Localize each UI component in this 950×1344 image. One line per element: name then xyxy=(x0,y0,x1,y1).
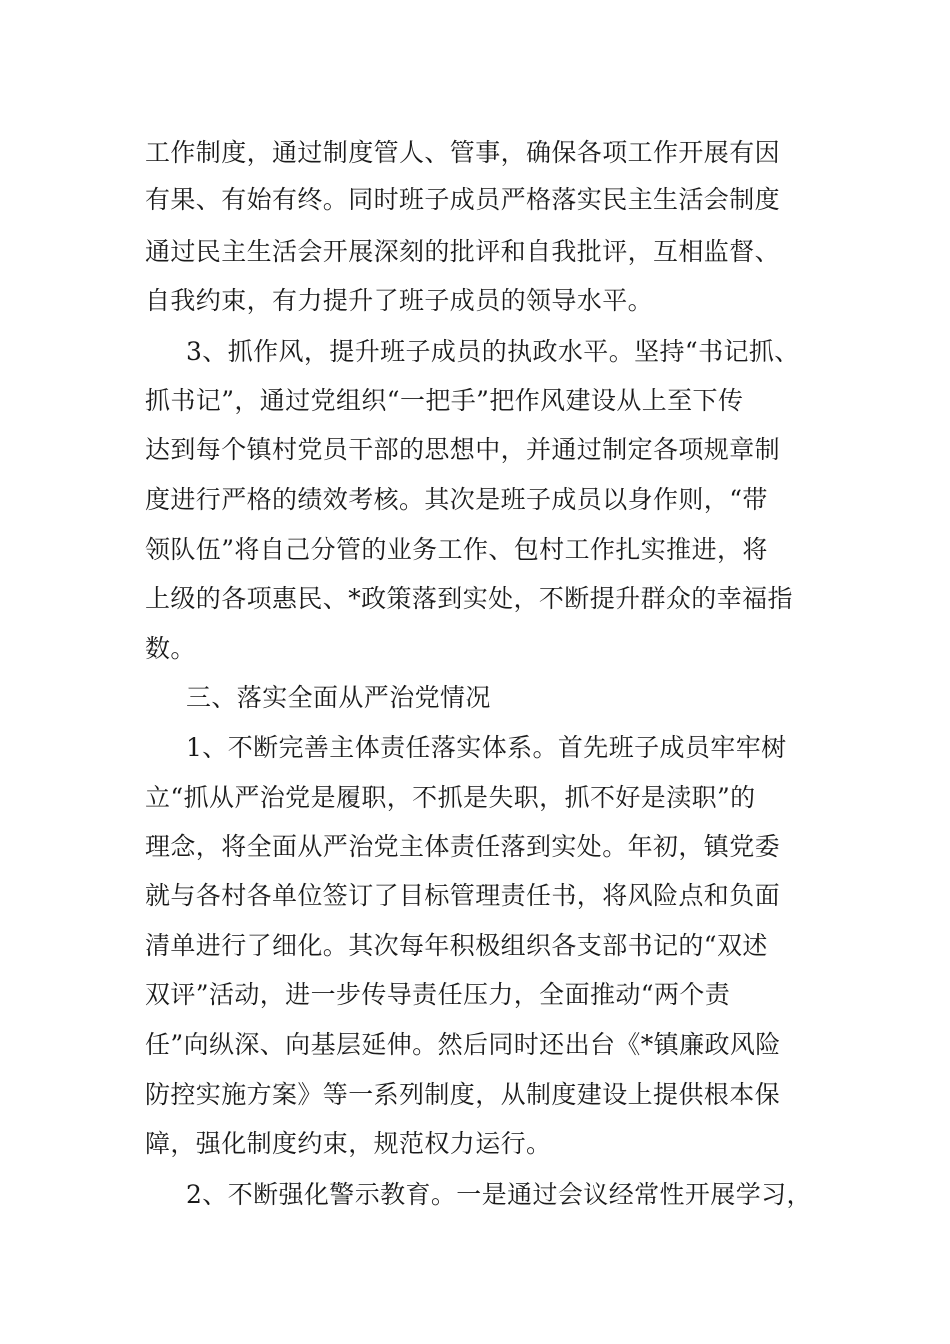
text-line: 领队伍”将自己分管的业务工作、包村工作扎实推进，将 xyxy=(145,535,768,564)
text-line: 就与各村各单位签订了目标管理责任书，将风险点和负面 xyxy=(145,881,781,910)
text-line: 任”向纵深、向基层延伸。然后同时还出台《*镇廉政风险 xyxy=(145,1030,781,1059)
text-line: 防控实施方案》等一系列制度，从制度建设上提供根本保 xyxy=(145,1080,781,1109)
text-line: 3、抓作风，提升班子成员的执政水平。坚持“书记抓、 xyxy=(186,337,800,366)
text-line: 1、不断完善主体责任落实体系。首先班子成员牢牢树 xyxy=(186,733,787,762)
text-line: 障，强化制度约束，规范权力运行。 xyxy=(145,1129,552,1158)
text-line: 理念，将全面从严治党主体责任落到实处。年初，镇党委 xyxy=(145,832,781,861)
text-line: 达到每个镇村党员干部的思想中，并通过制定各项规章制 xyxy=(145,435,781,464)
text-line: 通过民主生活会开展深刻的批评和自我批评，互相监督、 xyxy=(145,237,781,266)
text-line: 双评”活动，进一步传导责任压力，全面推动“两个责 xyxy=(145,980,731,1009)
text-line: 抓书记”，通过党组织“一把手”把作风建设从上至下传 xyxy=(145,386,744,415)
text-line: 清单进行了细化。其次每年积极组织各支部书记的“双述 xyxy=(145,931,768,960)
text-line: 有果、有始有终。同时班子成员严格落实民主生活会制度 xyxy=(145,185,781,214)
text-line: 2、不断强化警示教育。一是通过会议经常性开展学习， xyxy=(186,1180,812,1209)
text-line: 工作制度，通过制度管人、管事，确保各项工作开展有因 xyxy=(145,138,781,167)
text-line: 度进行严格的绩效考核。其次是班子成员以身作则，“带 xyxy=(145,485,768,514)
text-line: 上级的各项惠民、*政策落到实处，不断提升群众的幸福指 xyxy=(145,584,793,613)
section-heading: 三、落实全面从严治党情况 xyxy=(186,683,491,712)
text-line: 立“抓从严治党是履职，不抓是失职，抓不好是渎职”的 xyxy=(145,783,756,812)
text-line: 数。 xyxy=(145,634,196,663)
text-line: 自我约束，有力提升了班子成员的领导水平。 xyxy=(145,286,654,315)
